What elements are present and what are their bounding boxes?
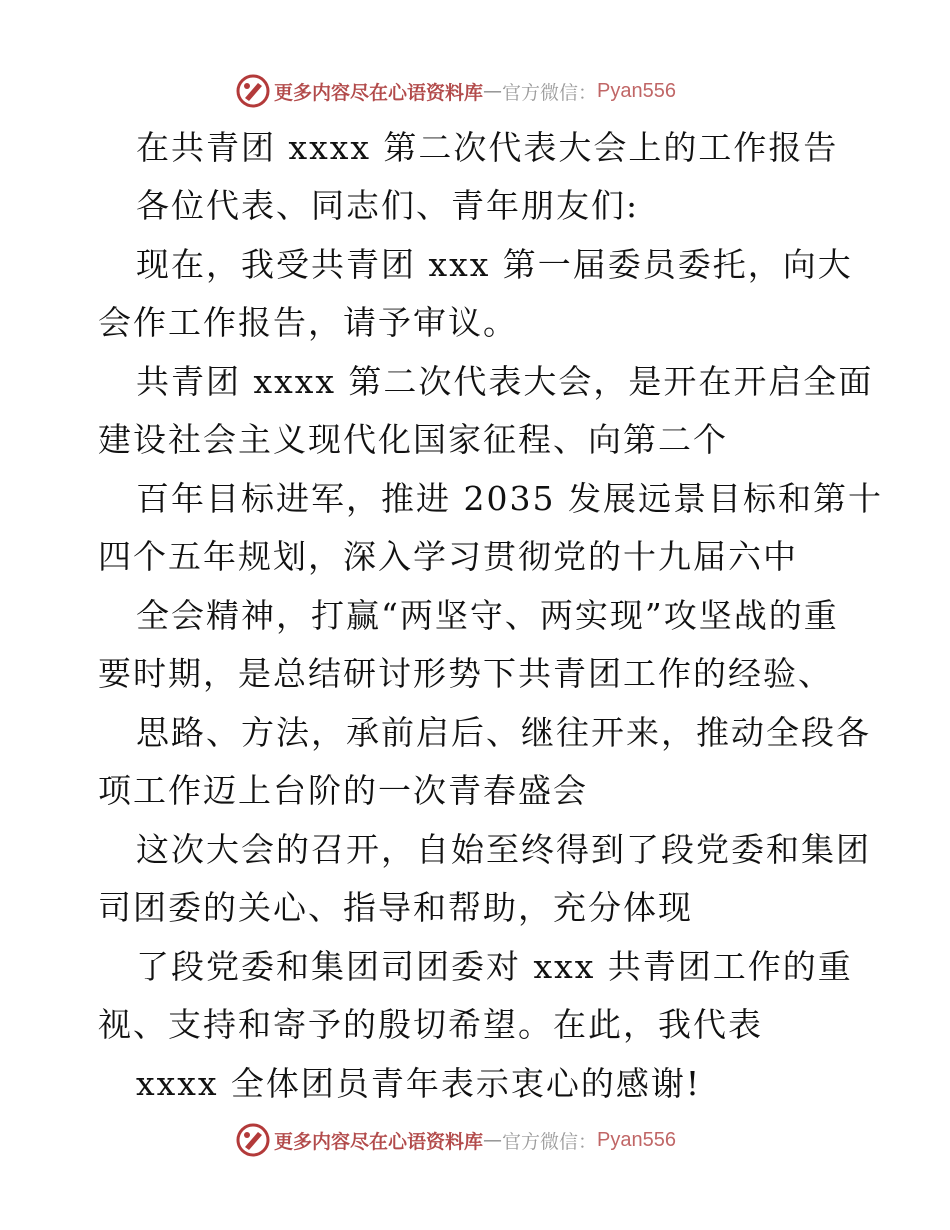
header-banner	[236, 73, 676, 109]
logo-icon	[236, 74, 270, 108]
paragraph-line: 项工作迈上台阶的一次青春盛会	[98, 771, 588, 810]
banner-wechat-label: 官方微信：	[502, 1130, 598, 1153]
paragraph-line: 司团委的关心、指导和帮助，充分体现	[98, 888, 693, 927]
paragraph-line: xxxx 全体团员青年表示衷心的感谢!	[136, 1064, 702, 1103]
paragraph-line: 会作工作报告，请予审议。	[98, 303, 518, 342]
paragraph-line: 现在，我受共青团 xxx 第一届委员委托，向大	[136, 245, 853, 284]
salutation: 各位代表、同志们、青年朋友们:	[136, 186, 640, 225]
paragraph-line: 建设社会主义现代化国家征程、向第二个	[98, 420, 728, 459]
footer-banner	[236, 1122, 676, 1158]
banner-text: 更多内容尽在心语资料库	[274, 1130, 484, 1153]
document-title: 在共青团 xxxx 第二次代表大会上的工作报告	[136, 128, 839, 167]
paragraph-line: 要时期，是总结研讨形势下共青团工作的经验、	[98, 654, 833, 693]
paragraph-line: 共青团 xxxx 第二次代表大会，是开在开启全面	[136, 362, 874, 401]
banner-dash: —	[483, 1129, 503, 1151]
banner-dash: —	[483, 80, 503, 102]
banner-wechat-id: Pyan556	[597, 79, 676, 102]
paragraph-line: 全会精神，打赢“两坚守、两实现”攻坚战的重	[136, 596, 839, 635]
banner-text: 更多内容尽在心语资料库	[274, 81, 484, 104]
banner-wechat-label: 官方微信：	[502, 81, 598, 104]
paragraph-line: 四个五年规划，深入学习贯彻党的十九届六中	[98, 537, 798, 576]
banner-wechat-id: Pyan556	[597, 1128, 676, 1151]
paragraph-line: 了段党委和集团司团委对 xxx 共青团工作的重	[136, 947, 853, 986]
paragraph-line: 百年目标进军，推进 2035 发展远景目标和第十	[136, 479, 883, 518]
logo-icon	[236, 1123, 270, 1157]
paragraph-line: 视、支持和寄予的殷切希望。在此，我代表	[98, 1005, 763, 1044]
paragraph-line: 这次大会的召开，自始至终得到了段党委和集团	[136, 830, 871, 869]
paragraph-line: 思路、方法，承前启后、继往开来，推动全段各	[136, 713, 871, 752]
